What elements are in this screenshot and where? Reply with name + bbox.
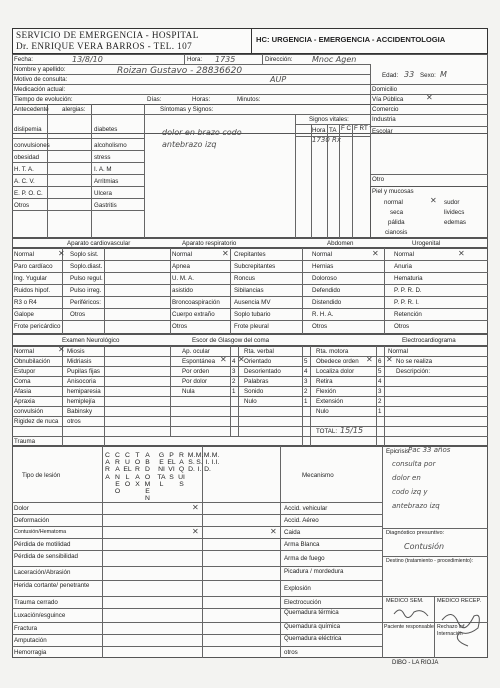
hc-title: HC: URGENCIA - EMERGENCIA - ACCIDENTOLOGIA — [252, 28, 488, 54]
resp-roncus: Roncus — [234, 275, 255, 282]
neuro-hemiparesia: hemiparesia — [67, 388, 101, 395]
lesion-herida: Herida cortante/ penetrante — [14, 582, 90, 589]
sexo-value: M — [440, 70, 447, 79]
region-pelvis: PELVIS — [167, 452, 176, 481]
glasgow-verbal-4: Sonido — [244, 388, 264, 395]
resp-soplo-tubario: Soplo tubario — [234, 311, 271, 318]
antecedente-convulsiones: convulsiones — [14, 142, 50, 149]
industria-label: Industria — [372, 116, 396, 123]
antecedente-arritmias: Arritmias — [94, 178, 119, 185]
lesion-dolor-msi-check: ✕ — [192, 503, 199, 512]
piel-normal-check: ✕ — [430, 196, 437, 205]
uro-anuria: Anuria — [394, 263, 412, 270]
glasgow-motora-2: Localiza dolor — [316, 368, 355, 375]
direccion-value: Mnoc Agen — [312, 55, 357, 64]
glasgow-verbal-title: Rta. verbal — [244, 348, 274, 355]
lesion-contusion: Contusión/Hematoma — [14, 529, 67, 535]
escolar-label: Escolar — [372, 128, 393, 135]
glasgow-motora-check: ✕ — [366, 355, 373, 364]
abd-normal: Normal — [312, 251, 332, 258]
region-torax: TORAX — [134, 452, 141, 488]
lesion-hemorragia: Hemorragia — [14, 649, 47, 656]
mecanismo-title: Mecanismo — [302, 472, 334, 479]
cardio-r3r4: R3 o R4 — [14, 299, 37, 306]
glasgow-ocular-4: Nula — [182, 388, 195, 395]
mec-picadura: Picadura / mordedura — [284, 568, 344, 575]
abd-doloroso: Doloroso — [312, 275, 337, 282]
glasgow-motora-title: Rta. motora — [316, 348, 349, 355]
epicrisis-line-5: antebrazo izq — [392, 502, 440, 510]
nombre-label: Nombre y apellido: — [14, 66, 66, 73]
glasgow-ocular-3: Por dolor — [182, 378, 208, 385]
glasgow-motora-5-score: 2 — [378, 398, 382, 405]
resp-cuerpo-extrano: Cuerpo extraño — [172, 311, 215, 318]
lesion-fractura: Fractura — [14, 625, 38, 632]
cardio-soplo-sist: Soplo sist. — [70, 251, 99, 258]
abd-otros: Otros — [312, 323, 328, 330]
signos-col-fr: F R — [354, 125, 364, 132]
cardio-galope: Galope — [14, 311, 34, 318]
neuro-hemiplejia: hemiplejía — [67, 398, 96, 405]
cardio-paro: Paro cardíaco — [14, 263, 53, 270]
antecedente-acv: A. C. V. — [14, 178, 35, 185]
signos-hand: 1730 Rx — [312, 136, 342, 144]
resp-asistido: asistido — [172, 287, 193, 294]
lesion-laceracion: Laceración/Abrasión — [14, 569, 71, 576]
region-raquis: RAQUIS — [178, 452, 185, 488]
mec-arma-blanca: Arma Blanca — [284, 541, 320, 548]
glasgow-verbal-3-score: 3 — [304, 378, 308, 385]
glasgow-motora-6-score: 1 — [378, 408, 382, 415]
piel-seca: seca — [390, 209, 404, 216]
footer-text: DIBO - LA RIOJA — [392, 660, 439, 666]
lesion-luxacion: Luxación/esguince — [14, 612, 66, 619]
glasgow-motora-4-score: 3 — [378, 388, 382, 395]
region-genital: GENITAL — [157, 452, 166, 488]
tipo-lesion-title: Tipo de lesión — [22, 472, 61, 479]
cardio-pulso-regul: Pulso regul. — [70, 275, 103, 282]
sintomas-hand-2: antebrazo izq — [162, 140, 217, 149]
resp-crepitantes: Crepitantes — [234, 251, 266, 258]
glasgow-motora-1: Obedece orden — [316, 358, 359, 365]
neuro-pupilas-fijas: Pupilas fijas — [67, 368, 101, 375]
glasgow-ocular-title: Ap. ocular — [182, 348, 210, 355]
ecg-normal: Normal — [388, 348, 408, 355]
antecedente-otros: Otros — [14, 202, 30, 209]
glasgow-motora-1-score: 6 — [378, 358, 382, 365]
motivo-value: AUP — [270, 75, 287, 84]
lesion-trauma-cerrado: Trauma cerrado — [14, 599, 58, 606]
piel-sudor: sudor — [444, 199, 460, 206]
cardio-perifericos: Periféricos: — [70, 299, 101, 306]
mec-arma-fuego: Arma de fuego — [284, 555, 325, 562]
region-mii: M.I.I. — [211, 452, 220, 467]
uro-retencion: Retención — [394, 311, 422, 318]
cardio-normal: Normal — [14, 251, 34, 258]
antecedente-title: Antecedente — [14, 106, 49, 113]
mec-quemadura-quimica: Quemadura química — [284, 623, 341, 630]
region-abdomen: ABDOMEN — [144, 452, 151, 503]
edad-label: Edad: — [382, 72, 399, 79]
lesion-perdida-sensibilidad: Pérdida de sensibilidad — [14, 553, 78, 560]
region-msi: M.S.I. — [195, 452, 204, 474]
cardio-ruidos: Ruidos hipof. — [14, 287, 51, 294]
medicacion-label: Medicación actual: — [14, 86, 66, 93]
minutos-label: Minutos: — [237, 96, 261, 103]
abd-distendido: Distendido — [312, 299, 342, 306]
destino-label: Destino (tratamiento - procedimiento): — [386, 558, 474, 564]
tiempo-label: Tiempo de evolución: — [14, 96, 73, 103]
region-cara: CARA — [105, 452, 110, 481]
neuro-miosis: Miosis — [67, 348, 85, 355]
resp-uma: U. M. A. — [172, 275, 195, 282]
glasgow-title: Escor de Glasgow del coma — [192, 337, 270, 344]
lesion-contusion-msi-check: ✕ — [192, 527, 199, 536]
abd-defendido: Defendido — [312, 287, 341, 294]
resp-otros: Otros — [172, 323, 188, 330]
epicrisis-line-3: dolor en — [392, 474, 421, 482]
epicrisis-line-2: consulta por — [392, 460, 436, 468]
uro-normal: Normal — [394, 251, 414, 258]
uro-ppri: P. P. R. I. — [394, 299, 419, 306]
diag-presuntivo-value: Contusión — [404, 542, 445, 551]
glasgow-motora-6: Nulo — [316, 408, 329, 415]
otro-label: Otro — [372, 176, 385, 183]
uro-pprd: P. P. R. D. — [394, 287, 422, 294]
glasgow-total-label: TOTAL: — [316, 428, 338, 435]
resp-bronco: Broncoaspiración — [172, 299, 220, 306]
cardio-normal-check: ✕ — [58, 249, 65, 258]
piel-edemas: edemas — [444, 219, 467, 226]
mec-caida-check: ✕ — [270, 527, 277, 536]
resp-subcrepitantes: Subcrepitantes — [234, 263, 276, 270]
piel-normal: normal — [384, 199, 403, 206]
neuro-trauma: Trauma — [14, 438, 36, 445]
resp-normal-check: ✕ — [222, 249, 229, 258]
hospital-line1: SERVICIO DE EMERGENCIA - HOSPITAL — [16, 30, 199, 40]
signos-col-hora: Hora — [312, 127, 326, 134]
glasgow-verbal-2-score: 4 — [304, 368, 308, 375]
glasgow-total-value: 15/15 — [340, 426, 364, 435]
antecedente-hta: H. T. A. — [14, 166, 34, 173]
neuro-otros: otros — [67, 418, 81, 425]
antecedente-diabetes: diabetes — [94, 126, 118, 133]
cardio-title: Aparato cardiovascular — [67, 240, 131, 247]
glasgow-motora-4: Flexión — [316, 388, 336, 395]
abd-rha: R. H. A. — [312, 311, 334, 318]
antecedente-epoc: E. P. O. C. — [14, 190, 43, 197]
uro-normal-check: ✕ — [458, 249, 465, 258]
motivo-label: Motivo de consulta: — [14, 76, 68, 83]
neuro-midriasis: Midriasis — [67, 358, 92, 365]
cardio-frote: Frote pericárdico — [14, 323, 61, 330]
dias-label: Días: — [147, 96, 162, 103]
resp-sibilancias: Sibilancias — [234, 287, 264, 294]
horas-label: Horas: — [192, 96, 211, 103]
signos-col-ta: TA — [329, 127, 337, 134]
piel-cianosis: cianosis — [385, 229, 408, 236]
glasgow-verbal-5-score: 1 — [304, 398, 308, 405]
resp-frote-pleural: Frote pleural — [234, 323, 269, 330]
signos-title: Signos vitales: — [309, 116, 349, 123]
paciente-responsable-label: Paciente responsable — [384, 624, 434, 630]
uro-title: Urogenital — [412, 240, 441, 247]
diag-presuntivo-label: Diagnóstico presuntivo: — [386, 530, 445, 536]
mec-quemadura-electrica: Quemadura eléctrica — [284, 635, 342, 642]
antecedente-obesidad: obesidad — [14, 154, 40, 161]
glasgow-verbal-1-score: 5 — [304, 358, 308, 365]
lesion-dolor: Dolor — [14, 505, 29, 512]
epicrisis-line-1: Pac 33 años — [408, 446, 451, 454]
epicrisis-line-4: codo izq y — [392, 488, 428, 496]
hospital-header — [12, 28, 252, 54]
ecg-title: Electrocardiograma — [402, 337, 456, 344]
uro-otros: Otros — [394, 323, 410, 330]
glasgow-ocular-1-score: 4 — [232, 358, 236, 365]
region-msd: M.S.D. — [187, 452, 196, 474]
mec-explosion: Explosión — [284, 585, 311, 592]
region-cuello: CUELLO — [123, 452, 132, 488]
lesion-perdida-motilidad: Pérdida de motilidad — [14, 541, 71, 548]
glasgow-motora-3-score: 4 — [378, 378, 382, 385]
hora-value: 1735 — [215, 55, 236, 64]
cardio-pulso-irreg: Pulso irreg. — [70, 287, 102, 294]
glasgow-verbal-4-score: 2 — [304, 388, 308, 395]
via-publica-check: ✕ — [426, 93, 433, 102]
rechazo-label: Rechazo inf. Internación — [437, 624, 466, 637]
mec-electrocucion: Electrocución — [284, 599, 322, 606]
antecedente-gastritis: Gastritis — [94, 202, 117, 209]
emergency-form — [12, 28, 488, 658]
neuro-apraxia: Apraxia — [14, 398, 35, 405]
epicrisis-title: Epicrisis: — [386, 448, 411, 455]
glasgow-verbal-5: Nulo — [244, 398, 257, 405]
neuro-anisocoria: Anisocoria — [67, 378, 96, 385]
region-craneo: CRANEO — [114, 452, 121, 496]
neuro-coma: Coma — [14, 378, 31, 385]
sintomas-title: Síntomas y Signos: — [160, 106, 214, 113]
fecha-value: 13/8/10 — [72, 55, 103, 64]
fecha-label: Fecha: — [14, 56, 33, 63]
abdomen-title: Abdomen — [327, 240, 354, 247]
neuro-afasia: Afasia — [14, 388, 32, 395]
abd-normal-check: ✕ — [372, 249, 379, 258]
glasgow-ocular-check: ✕ — [220, 355, 227, 364]
mec-caida: Caida — [284, 529, 301, 536]
glasgow-ocular-1: Espontánea — [182, 358, 216, 365]
sintomas-hand-1: dolor en brazo codo — [162, 128, 242, 137]
medico-sem-signature — [392, 604, 432, 620]
domicilio-label: Domicilio — [372, 86, 398, 93]
neuro-normal-check: ✕ — [58, 345, 65, 354]
via-publica-label: Vía Pública — [372, 96, 404, 103]
neuro-estupor: Estupor — [14, 368, 36, 375]
neuro-title: Examen Neurológico — [62, 337, 120, 344]
comercio-label: Comercio — [372, 106, 399, 113]
sexo-label: Sexo: — [420, 72, 436, 79]
glasgow-verbal-1: Orientado — [244, 358, 272, 365]
neuro-normal: Normal — [14, 348, 34, 355]
glasgow-motora-5: Extensión — [316, 398, 344, 405]
lesion-deformacion: Deformación — [14, 517, 50, 524]
ecg-no-realiza: No se realiza — [396, 358, 433, 365]
mec-vehicular: Accid. vehicular — [284, 505, 328, 512]
signos-col-t: T ° — [364, 125, 372, 132]
neuro-babinsky: Babinsky — [67, 408, 93, 415]
mec-quemadura-termica: Quemadura térmica — [284, 609, 339, 616]
resp-ausencia-mv: Ausencia MV — [234, 299, 271, 306]
glasgow-ocular-3-score: 2 — [232, 378, 236, 385]
alergias-label: alergias: — [62, 106, 86, 113]
antecedente-stress: stress — [94, 154, 111, 161]
glasgow-motora-2-score: 5 — [378, 368, 382, 375]
signos-col-fc: F C — [341, 125, 351, 132]
lesion-amputacion: Amputación — [14, 637, 47, 644]
nombre-value: Roizan Gustavo - 28836620 — [117, 66, 243, 76]
medico-recep-signature — [438, 606, 486, 650]
abd-hernias: Hernias — [312, 263, 334, 270]
antecedente-alcoholismo: alcoholismo — [94, 142, 127, 149]
medico-recep-label: MEDICO RECEP. — [437, 598, 482, 604]
piel-lividecs: lividecs — [444, 209, 465, 216]
ecg-no-realiza-check: ✕ — [386, 355, 393, 364]
resp-apnea: Apnea — [172, 263, 190, 270]
glasgow-verbal-3: Palabras — [244, 378, 269, 385]
glasgow-verbal-2: Desorientado — [244, 368, 281, 375]
glasgow-ocular-2-score: 3 — [232, 368, 236, 375]
glasgow-ocular-4-score: 1 — [232, 388, 236, 395]
resp-normal: Normal — [172, 251, 192, 258]
mec-aereo: Accid. Aéreo — [284, 517, 319, 524]
cardio-soplo-diast: Soplo.diast. — [70, 263, 103, 270]
direccion-label: Dirección: — [265, 56, 293, 63]
region-mid: M.I.D. — [203, 452, 212, 474]
neuro-rigidez: Rigidez de nuca — [14, 418, 59, 425]
uro-hematuria: Hematuria — [394, 275, 423, 282]
neuro-convulsion: convulsión — [14, 408, 44, 415]
antecedente-dislipemia: dislipemia — [14, 126, 42, 133]
edad-value: 33 — [404, 70, 415, 79]
hospital-line2: Dr. ENRIQUE VERA BARROS - TEL. 107 — [16, 41, 193, 51]
glasgow-ocular-2: Por orden — [182, 368, 210, 375]
medico-sem-label: MEDICO SEM. — [386, 598, 424, 604]
resp-title: Aparato respiratorio — [182, 240, 237, 247]
glasgow-verbal-check: ✕ — [238, 355, 245, 364]
neuro-obnubilacion: Obnubilación — [14, 358, 51, 365]
ecg-descripcion: Descripción: — [396, 368, 431, 375]
cardio-otros: Otros — [70, 311, 86, 318]
antecedente-iam: I. A. M — [94, 166, 112, 173]
mec-otros: otros — [284, 649, 298, 656]
piel-title: Piel y mucosas — [372, 188, 414, 195]
hora-label: Hora: — [187, 56, 203, 63]
piel-palida: pálida — [388, 219, 405, 226]
cardio-ing-yugular: Ing. Yugular — [14, 275, 47, 282]
antecedente-ulcera: Ulcera — [94, 190, 112, 197]
glasgow-motora-3: Retira — [316, 378, 333, 385]
